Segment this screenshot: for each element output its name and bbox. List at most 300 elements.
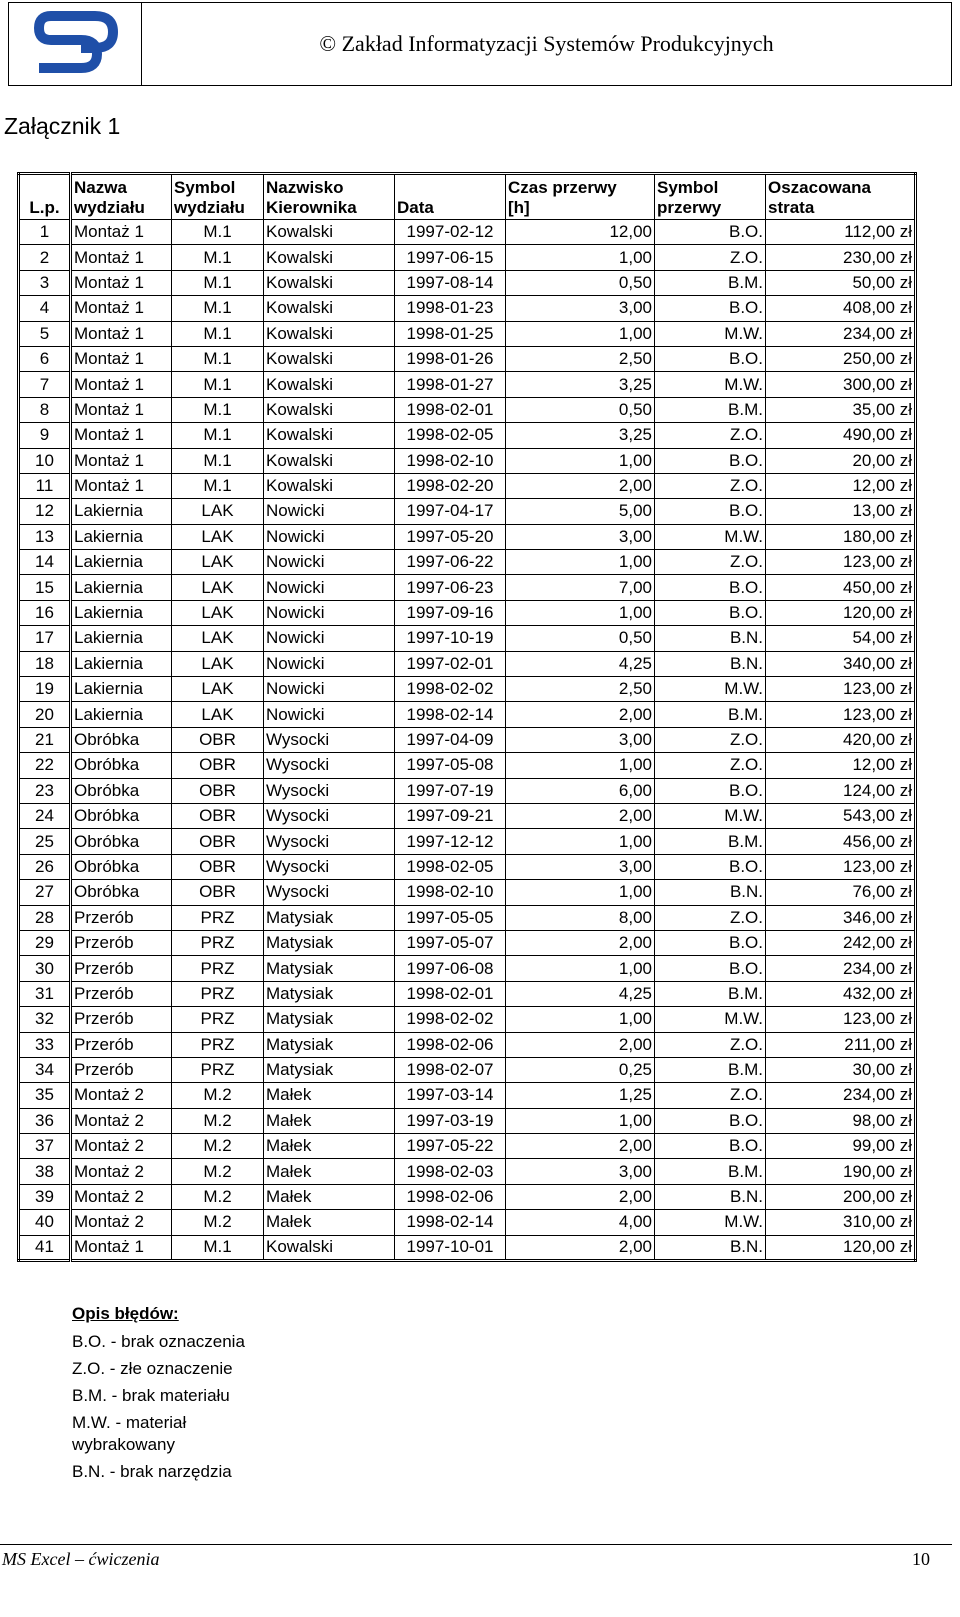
estimated-loss-cell: 123,00 zł — [766, 550, 916, 575]
break-date-cell: 1997-03-14 — [395, 1083, 506, 1108]
row-number-cell: 29 — [19, 930, 71, 955]
break-date-cell: 1997-10-19 — [395, 626, 506, 651]
break-duration-cell: 6,00 — [506, 778, 655, 803]
column-header — [19, 174, 71, 220]
department-name-cell: Montaż 2 — [71, 1083, 172, 1108]
department-name-cell: Obróbka — [71, 803, 172, 828]
break-symbol-cell: Z.O. — [655, 1083, 766, 1108]
break-symbol-cell: B.O. — [655, 1108, 766, 1133]
table-row — [19, 1134, 916, 1159]
table-row — [19, 296, 916, 321]
row-number-cell: 37 — [19, 1134, 71, 1159]
estimated-loss-cell: 30,00 zł — [766, 1057, 916, 1082]
column-header-line: strata — [768, 198, 815, 217]
table-row — [19, 727, 916, 752]
department-symbol-cell: OBR — [172, 753, 264, 778]
break-duration-cell: 2,50 — [506, 677, 655, 702]
estimated-loss-cell: 250,00 zł — [766, 346, 916, 371]
row-number-cell: 39 — [19, 1184, 71, 1209]
row-number-cell: 20 — [19, 702, 71, 727]
department-name-cell: Lakiernia — [71, 524, 172, 549]
column-header-line: Nazwa — [74, 178, 127, 197]
department-name-cell: Obróbka — [71, 778, 172, 803]
table-row — [19, 880, 916, 905]
break-duration-cell: 3,00 — [506, 1159, 655, 1184]
department-symbol-cell: OBR — [172, 880, 264, 905]
table-row — [19, 803, 916, 828]
row-number-cell: 41 — [19, 1235, 71, 1260]
row-number-cell: 26 — [19, 854, 71, 879]
department-symbol-cell: M.2 — [172, 1210, 264, 1235]
break-date-cell: 1998-02-14 — [395, 1210, 506, 1235]
department-symbol-cell: PRZ — [172, 930, 264, 955]
break-duration-cell: 3,00 — [506, 296, 655, 321]
department-symbol-cell: LAK — [172, 550, 264, 575]
table-row — [19, 550, 916, 575]
row-number-cell: 27 — [19, 880, 71, 905]
break-date-cell: 1998-02-01 — [395, 981, 506, 1006]
manager-name-cell: Kowalski — [264, 372, 395, 397]
table-row — [19, 270, 916, 295]
break-symbol-cell: B.O. — [655, 220, 766, 245]
department-name-cell: Przerób — [71, 1007, 172, 1032]
department-symbol-cell: M.1 — [172, 423, 264, 448]
estimated-loss-cell: 180,00 zł — [766, 524, 916, 549]
department-name-cell: Przerób — [71, 956, 172, 981]
department-symbol-cell: M.2 — [172, 1159, 264, 1184]
break-duration-cell: 0,50 — [506, 397, 655, 422]
break-date-cell: 1997-04-09 — [395, 727, 506, 752]
break-date-cell: 1998-02-14 — [395, 702, 506, 727]
break-date-cell: 1997-04-17 — [395, 499, 506, 524]
manager-name-cell: Matysiak — [264, 956, 395, 981]
column-header-line: Kierownika — [266, 198, 357, 217]
manager-name-cell: Wysocki — [264, 829, 395, 854]
department-symbol-cell: M.1 — [172, 448, 264, 473]
estimated-loss-cell: 200,00 zł — [766, 1184, 916, 1209]
table-body — [19, 220, 916, 1261]
break-date-cell: 1998-01-26 — [395, 346, 506, 371]
department-symbol-cell: M.1 — [172, 321, 264, 346]
manager-name-cell: Wysocki — [264, 803, 395, 828]
estimated-loss-cell: 230,00 zł — [766, 245, 916, 270]
department-symbol-cell: LAK — [172, 626, 264, 651]
estimated-loss-cell: 456,00 zł — [766, 829, 916, 854]
row-number-cell: 9 — [19, 423, 71, 448]
break-duration-cell: 1,00 — [506, 245, 655, 270]
break-symbol-cell: M.W. — [655, 803, 766, 828]
manager-name-cell: Kowalski — [264, 321, 395, 346]
break-symbol-cell: M.W. — [655, 372, 766, 397]
manager-name-cell: Nowicki — [264, 651, 395, 676]
manager-name-cell: Kowalski — [264, 448, 395, 473]
column-header-line: Data — [397, 198, 434, 217]
table-row — [19, 1108, 916, 1133]
manager-name-cell: Małek — [264, 1184, 395, 1209]
estimated-loss-cell: 234,00 zł — [766, 956, 916, 981]
legend-item: Z.O. - złe oznaczenie — [72, 1359, 233, 1378]
estimated-loss-cell: 190,00 zł — [766, 1159, 916, 1184]
department-name-cell: Montaż 1 — [71, 473, 172, 498]
department-symbol-cell: M.1 — [172, 296, 264, 321]
break-symbol-cell: B.N. — [655, 880, 766, 905]
department-name-cell: Montaż 1 — [71, 321, 172, 346]
break-duration-cell: 2,00 — [506, 1032, 655, 1057]
break-date-cell: 1997-06-22 — [395, 550, 506, 575]
department-symbol-cell: LAK — [172, 524, 264, 549]
row-number-cell: 30 — [19, 956, 71, 981]
break-date-cell: 1998-02-10 — [395, 448, 506, 473]
department-symbol-cell: M.1 — [172, 245, 264, 270]
break-duration-cell: 4,00 — [506, 1210, 655, 1235]
estimated-loss-cell: 543,00 zł — [766, 803, 916, 828]
break-date-cell: 1997-05-22 — [395, 1134, 506, 1159]
break-duration-cell: 2,00 — [506, 803, 655, 828]
department-symbol-cell: OBR — [172, 829, 264, 854]
manager-name-cell: Nowicki — [264, 677, 395, 702]
department-symbol-cell: M.2 — [172, 1134, 264, 1159]
estimated-loss-cell: 12,00 zł — [766, 473, 916, 498]
break-duration-cell: 1,00 — [506, 1007, 655, 1032]
department-symbol-cell: OBR — [172, 727, 264, 752]
break-symbol-cell: M.W. — [655, 1210, 766, 1235]
break-duration-cell: 1,00 — [506, 600, 655, 625]
department-symbol-cell: M.1 — [172, 372, 264, 397]
row-number-cell: 14 — [19, 550, 71, 575]
break-symbol-cell: B.O. — [655, 956, 766, 981]
break-symbol-cell: Z.O. — [655, 727, 766, 752]
row-number-cell: 6 — [19, 346, 71, 371]
break-symbol-cell: B.M. — [655, 1057, 766, 1082]
table-row — [19, 753, 916, 778]
break-duration-cell: 2,00 — [506, 473, 655, 498]
department-symbol-cell: M.1 — [172, 270, 264, 295]
estimated-loss-cell: 120,00 zł — [766, 600, 916, 625]
table-row — [19, 1007, 916, 1032]
break-symbol-cell: B.O. — [655, 930, 766, 955]
break-date-cell: 1998-02-20 — [395, 473, 506, 498]
break-date-cell: 1997-06-15 — [395, 245, 506, 270]
break-duration-cell: 1,00 — [506, 753, 655, 778]
column-header-line: przerwy — [657, 198, 722, 217]
estimated-loss-cell: 242,00 zł — [766, 930, 916, 955]
estimated-loss-cell: 20,00 zł — [766, 448, 916, 473]
break-symbol-cell: M.W. — [655, 1007, 766, 1032]
break-duration-cell: 3,00 — [506, 727, 655, 752]
manager-name-cell: Kowalski — [264, 220, 395, 245]
legend-title: Opis błędów: — [72, 1304, 179, 1323]
estimated-loss-cell: 112,00 zł — [766, 220, 916, 245]
break-date-cell: 1997-09-16 — [395, 600, 506, 625]
break-duration-cell: 5,00 — [506, 499, 655, 524]
table-row — [19, 702, 916, 727]
department-symbol-cell: M.1 — [172, 473, 264, 498]
department-name-cell: Lakiernia — [71, 499, 172, 524]
table-row — [19, 1210, 916, 1235]
table-row — [19, 321, 916, 346]
break-duration-cell: 12,00 — [506, 220, 655, 245]
break-symbol-cell: B.O. — [655, 575, 766, 600]
department-symbol-cell: LAK — [172, 600, 264, 625]
break-date-cell: 1998-02-05 — [395, 423, 506, 448]
department-symbol-cell: M.2 — [172, 1108, 264, 1133]
break-symbol-cell: Z.O. — [655, 550, 766, 575]
break-date-cell: 1998-02-02 — [395, 1007, 506, 1032]
break-date-cell: 1997-07-19 — [395, 778, 506, 803]
break-symbol-cell: B.M. — [655, 1159, 766, 1184]
manager-name-cell: Kowalski — [264, 346, 395, 371]
break-symbol-cell: B.M. — [655, 702, 766, 727]
break-date-cell: 1997-05-08 — [395, 753, 506, 778]
table-row — [19, 626, 916, 651]
department-name-cell: Obróbka — [71, 880, 172, 905]
table-row — [19, 473, 916, 498]
break-duration-cell: 4,25 — [506, 981, 655, 1006]
break-symbol-cell: Z.O. — [655, 473, 766, 498]
table-row — [19, 829, 916, 854]
estimated-loss-cell: 123,00 zł — [766, 677, 916, 702]
break-date-cell: 1997-06-23 — [395, 575, 506, 600]
department-symbol-cell: LAK — [172, 677, 264, 702]
row-number-cell: 32 — [19, 1007, 71, 1032]
row-number-cell: 35 — [19, 1083, 71, 1108]
break-symbol-cell: B.O. — [655, 854, 766, 879]
data-table — [17, 172, 917, 1262]
manager-name-cell: Matysiak — [264, 905, 395, 930]
table-head — [19, 174, 916, 220]
table-row — [19, 651, 916, 676]
department-name-cell: Montaż 1 — [71, 296, 172, 321]
table-row — [19, 575, 916, 600]
manager-name-cell: Małek — [264, 1210, 395, 1235]
row-number-cell: 18 — [19, 651, 71, 676]
department-name-cell: Montaż 1 — [71, 423, 172, 448]
break-date-cell: 1998-02-06 — [395, 1032, 506, 1057]
row-number-cell: 23 — [19, 778, 71, 803]
department-name-cell: Montaż 1 — [71, 1235, 172, 1260]
page-title: Załącznik 1 — [4, 113, 121, 139]
estimated-loss-cell: 234,00 zł — [766, 1083, 916, 1108]
row-number-cell: 4 — [19, 296, 71, 321]
department-name-cell: Lakiernia — [71, 575, 172, 600]
row-number-cell: 17 — [19, 626, 71, 651]
department-symbol-cell: OBR — [172, 778, 264, 803]
department-symbol-cell: M.1 — [172, 346, 264, 371]
break-duration-cell: 3,00 — [506, 524, 655, 549]
department-symbol-cell: OBR — [172, 854, 264, 879]
row-number-cell: 21 — [19, 727, 71, 752]
estimated-loss-cell: 13,00 zł — [766, 499, 916, 524]
estimated-loss-cell: 123,00 zł — [766, 702, 916, 727]
break-duration-cell: 0,50 — [506, 626, 655, 651]
manager-name-cell: Nowicki — [264, 575, 395, 600]
estimated-loss-cell: 120,00 zł — [766, 1235, 916, 1260]
break-duration-cell: 2,00 — [506, 1235, 655, 1260]
row-number-cell: 25 — [19, 829, 71, 854]
department-name-cell: Montaż 1 — [71, 372, 172, 397]
table-row — [19, 600, 916, 625]
row-number-cell: 5 — [19, 321, 71, 346]
department-name-cell: Montaż 2 — [71, 1159, 172, 1184]
manager-name-cell: Kowalski — [264, 296, 395, 321]
manager-name-cell: Matysiak — [264, 981, 395, 1006]
row-number-cell: 22 — [19, 753, 71, 778]
row-number-cell: 3 — [19, 270, 71, 295]
row-number-cell: 24 — [19, 803, 71, 828]
row-number-cell: 8 — [19, 397, 71, 422]
column-header-line: Symbol — [657, 178, 719, 197]
break-date-cell: 1997-03-19 — [395, 1108, 506, 1133]
estimated-loss-cell: 12,00 zł — [766, 753, 916, 778]
department-symbol-cell: PRZ — [172, 981, 264, 1006]
column-header-line: Nazwisko — [266, 178, 344, 197]
table-row — [19, 981, 916, 1006]
department-symbol-cell: M.1 — [172, 1235, 264, 1260]
column-header — [71, 174, 172, 220]
column-header-line: Symbol — [174, 178, 236, 197]
column-header-line: wydziału — [74, 198, 145, 217]
break-duration-cell: 2,50 — [506, 346, 655, 371]
manager-name-cell: Nowicki — [264, 499, 395, 524]
department-symbol-cell: PRZ — [172, 1007, 264, 1032]
break-date-cell: 1997-02-01 — [395, 651, 506, 676]
break-duration-cell: 1,00 — [506, 448, 655, 473]
department-symbol-cell: PRZ — [172, 905, 264, 930]
row-number-cell: 31 — [19, 981, 71, 1006]
manager-name-cell: Wysocki — [264, 753, 395, 778]
break-date-cell: 1998-02-02 — [395, 677, 506, 702]
department-symbol-cell: M.1 — [172, 220, 264, 245]
row-number-cell: 38 — [19, 1159, 71, 1184]
table-row — [19, 524, 916, 549]
department-name-cell: Montaż 1 — [71, 220, 172, 245]
break-date-cell: 1997-05-05 — [395, 905, 506, 930]
break-date-cell: 1997-05-20 — [395, 524, 506, 549]
row-number-cell: 15 — [19, 575, 71, 600]
department-name-cell: Przerób — [71, 1057, 172, 1082]
break-date-cell: 1998-02-06 — [395, 1184, 506, 1209]
column-header — [395, 174, 506, 220]
table-row — [19, 448, 916, 473]
department-symbol-cell: LAK — [172, 651, 264, 676]
table-row — [19, 1032, 916, 1057]
department-name-cell: Obróbka — [71, 753, 172, 778]
manager-name-cell: Wysocki — [264, 727, 395, 752]
page-header — [8, 2, 952, 86]
estimated-loss-cell: 408,00 zł — [766, 296, 916, 321]
break-date-cell: 1998-01-23 — [395, 296, 506, 321]
department-name-cell: Montaż 1 — [71, 346, 172, 371]
break-duration-cell: 8,00 — [506, 905, 655, 930]
manager-name-cell: Nowicki — [264, 626, 395, 651]
legend-item: M.W. - materiał wybrakowany — [72, 1413, 187, 1454]
row-number-cell: 2 — [19, 245, 71, 270]
manager-name-cell: Małek — [264, 1159, 395, 1184]
footer-divider — [0, 1544, 952, 1545]
department-name-cell: Przerób — [71, 1032, 172, 1057]
table-row — [19, 245, 916, 270]
break-duration-cell: 2,00 — [506, 1134, 655, 1159]
break-date-cell: 1997-10-01 — [395, 1235, 506, 1260]
break-duration-cell: 0,50 — [506, 270, 655, 295]
estimated-loss-cell: 76,00 zł — [766, 880, 916, 905]
table-row — [19, 778, 916, 803]
break-symbol-cell: Z.O. — [655, 245, 766, 270]
estimated-loss-cell: 340,00 zł — [766, 651, 916, 676]
department-name-cell: Lakiernia — [71, 677, 172, 702]
error-legend — [72, 1303, 245, 1488]
row-number-cell: 40 — [19, 1210, 71, 1235]
break-symbol-cell: Z.O. — [655, 423, 766, 448]
row-number-cell: 12 — [19, 499, 71, 524]
break-symbol-cell: B.N. — [655, 1235, 766, 1260]
estimated-loss-cell: 124,00 zł — [766, 778, 916, 803]
department-name-cell: Lakiernia — [71, 550, 172, 575]
break-date-cell: 1997-08-14 — [395, 270, 506, 295]
department-symbol-cell: LAK — [172, 702, 264, 727]
table-row — [19, 930, 916, 955]
break-symbol-cell: B.O. — [655, 346, 766, 371]
break-date-cell: 1998-02-05 — [395, 854, 506, 879]
break-duration-cell: 1,00 — [506, 956, 655, 981]
logo — [9, 3, 142, 85]
legend-item: B.O. - brak oznaczenia — [72, 1332, 245, 1351]
estimated-loss-cell: 432,00 zł — [766, 981, 916, 1006]
department-symbol-cell: M.1 — [172, 397, 264, 422]
manager-name-cell: Nowicki — [264, 702, 395, 727]
table-row — [19, 1184, 916, 1209]
break-date-cell: 1998-02-01 — [395, 397, 506, 422]
manager-name-cell: Kowalski — [264, 245, 395, 270]
department-symbol-cell: LAK — [172, 499, 264, 524]
estimated-loss-cell: 310,00 zł — [766, 1210, 916, 1235]
department-name-cell: Lakiernia — [71, 626, 172, 651]
department-name-cell: Obróbka — [71, 727, 172, 752]
break-symbol-cell: B.M. — [655, 981, 766, 1006]
department-name-cell: Przerób — [71, 905, 172, 930]
break-duration-cell: 1,00 — [506, 550, 655, 575]
department-symbol-cell: LAK — [172, 575, 264, 600]
estimated-loss-cell: 234,00 zł — [766, 321, 916, 346]
break-date-cell: 1997-02-12 — [395, 220, 506, 245]
table-row — [19, 854, 916, 879]
department-symbol-cell: M.2 — [172, 1184, 264, 1209]
logo-icon — [25, 8, 125, 80]
table-row — [19, 956, 916, 981]
table-row — [19, 1057, 916, 1082]
manager-name-cell: Małek — [264, 1083, 395, 1108]
break-duration-cell: 1,25 — [506, 1083, 655, 1108]
manager-name-cell: Małek — [264, 1134, 395, 1159]
break-duration-cell: 0,25 — [506, 1057, 655, 1082]
manager-name-cell: Wysocki — [264, 778, 395, 803]
break-symbol-cell: Z.O. — [655, 905, 766, 930]
manager-name-cell: Nowicki — [264, 524, 395, 549]
break-date-cell: 1998-02-03 — [395, 1159, 506, 1184]
department-name-cell: Obróbka — [71, 829, 172, 854]
manager-name-cell: Matysiak — [264, 1032, 395, 1057]
page-number: 10 — [912, 1549, 930, 1569]
estimated-loss-cell: 99,00 zł — [766, 1134, 916, 1159]
column-header — [506, 174, 655, 220]
break-symbol-cell: B.O. — [655, 499, 766, 524]
break-duration-cell: 3,25 — [506, 372, 655, 397]
row-number-cell: 10 — [19, 448, 71, 473]
break-date-cell: 1998-01-25 — [395, 321, 506, 346]
break-duration-cell: 1,00 — [506, 321, 655, 346]
table-row — [19, 220, 916, 245]
estimated-loss-cell: 450,00 zł — [766, 575, 916, 600]
